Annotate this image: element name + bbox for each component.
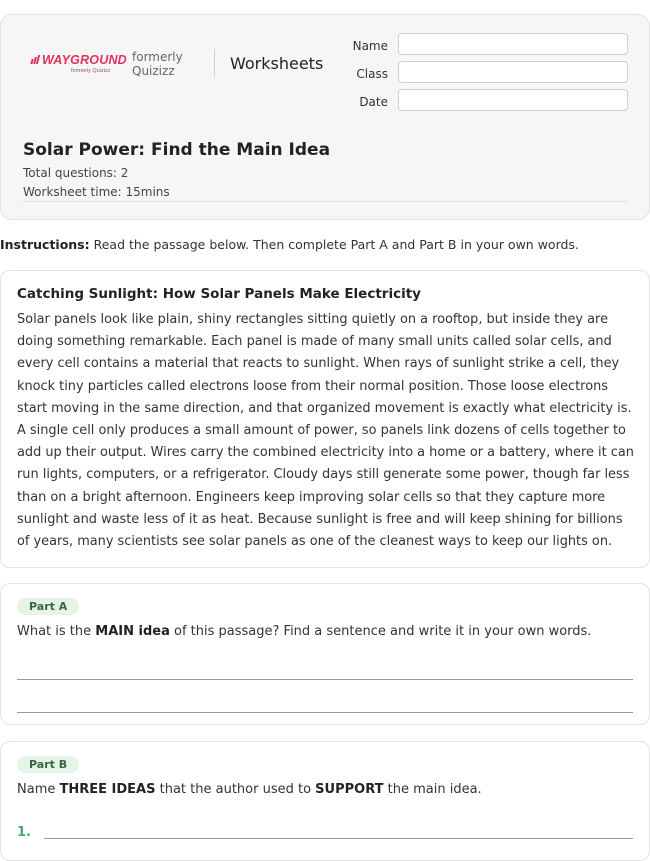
passage-card xyxy=(0,270,650,568)
part-a-question xyxy=(17,624,591,639)
part-a-badge: Part A xyxy=(17,598,79,615)
worksheet-header xyxy=(0,14,650,220)
part-b-q-bold1: THREE IDEAS xyxy=(59,782,156,797)
formerly-line2: Quizizz xyxy=(132,64,175,78)
worksheet-time: Worksheet time: 15mins xyxy=(23,185,170,199)
name-field[interactable] xyxy=(398,33,628,55)
part-a-answer-line-1[interactable] xyxy=(17,679,633,680)
header-divider xyxy=(214,49,215,77)
worksheet-title: Solar Power: Find the Main Idea xyxy=(23,140,331,160)
part-b-question xyxy=(17,782,482,797)
part-b-badge: Part B xyxy=(17,756,79,773)
logo-bars-icon xyxy=(31,53,40,67)
part-b-q-bold2: SUPPORT xyxy=(315,782,384,797)
header-rule xyxy=(23,201,627,202)
part-b-q-mid: that the author used to xyxy=(155,782,316,797)
part-b-card xyxy=(0,741,650,861)
date-field[interactable] xyxy=(398,89,628,111)
passage-text: Solar panels look like plain, shiny rectangles sitting quietly on a rooftop, but inside they are doing something remarkable. Each panel is made of many small units called solar cells, and every cell contains a material that reacts to sunlight. When rays of sunlight strike a cell, they knock tiny particles called electrons loose from their normal position. Those loose electrons start moving in the same direction, and that organized movement is exactly what electricity is. A single cell only produces a small amount of power, so panels link dozens of cells together to add up their output. Wires carry the combined electricity into a home or a battery, where it can run lights, computers, or a refrigerator. Cloudy days still generate some power, though far less than on a bright afternoon. Engineers keep improving solar cells so that they capture more sunlight and waste less of it as heat. Because sunlight is free and will keep shining for billions of years, many scientists see solar panels as one of the cleanest ways to keep our lights on. xyxy=(17,312,634,550)
logo-text: WAYGROUND xyxy=(42,53,127,67)
part-b-q-pre: Name xyxy=(17,782,60,797)
instructions xyxy=(0,237,579,252)
part-b-number-1: 1. xyxy=(17,825,31,840)
part-a-q-bold: MAIN idea xyxy=(95,624,170,639)
passage-title: Catching Sunlight: How Solar Panels Make Electricity xyxy=(17,286,421,302)
class-field[interactable] xyxy=(398,61,628,83)
part-a-answer-line-2[interactable] xyxy=(17,712,633,713)
instructions-text: Read the passage below. Then complete Part A and Part B in your own words. xyxy=(89,237,579,252)
wayground-logo xyxy=(31,53,127,74)
part-a-q-post: of this passage? Find a sentence and write it in your own words. xyxy=(169,624,592,639)
part-b-answer-line-1[interactable] xyxy=(44,838,633,839)
formerly-quizizz xyxy=(132,50,183,78)
total-questions: Total questions: 2 xyxy=(23,166,129,180)
part-a-card xyxy=(0,583,650,725)
name-label: Name xyxy=(352,39,388,53)
logo-subtext: formerly Quizizz xyxy=(71,68,111,74)
formerly-line1: formerly xyxy=(132,50,183,64)
date-label: Date xyxy=(359,95,388,109)
class-label: Class xyxy=(356,67,388,81)
part-b-q-post: the main idea. xyxy=(383,782,482,797)
instructions-label: Instructions: xyxy=(0,237,90,252)
worksheets-label: Worksheets xyxy=(230,54,324,73)
part-a-q-pre: What is the xyxy=(17,624,96,639)
